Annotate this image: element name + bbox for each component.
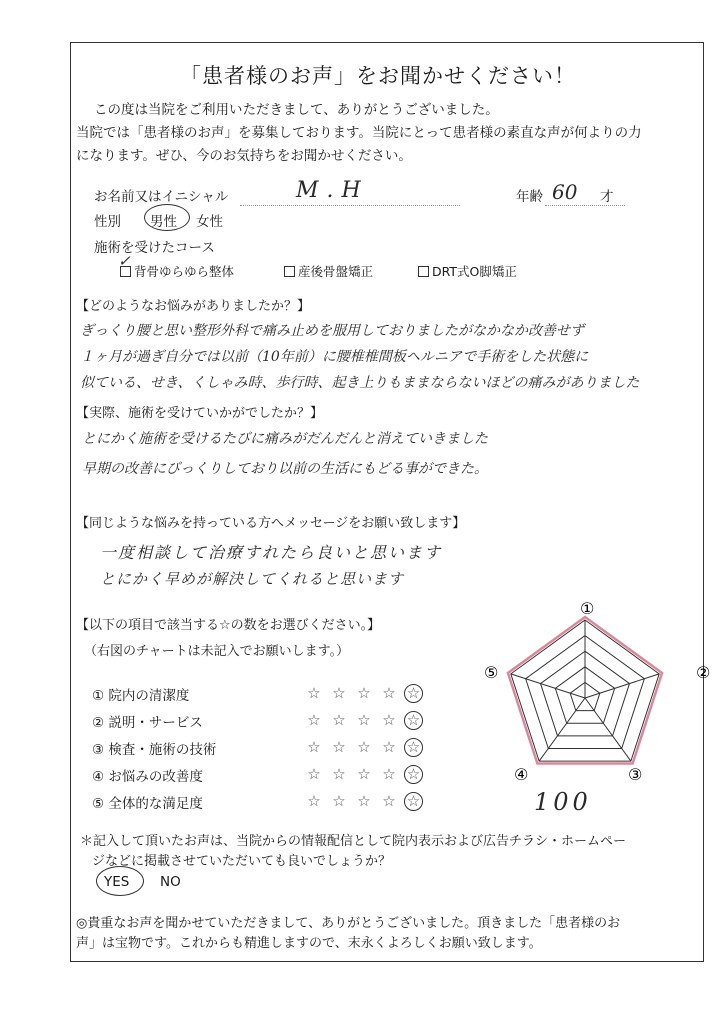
rating-stars-1[interactable] [304,683,454,701]
star-icon[interactable]: ☆ [332,711,346,729]
name-value[interactable]: M.H [296,178,369,203]
star-icon[interactable]: ☆ [332,792,346,810]
radar-spoke [585,698,631,761]
intro-line-3: になります。ぜひ、今のお気持ちをお聞かせください。 [76,148,412,164]
star-icon[interactable]: ☆ [307,684,321,702]
form-frame [70,42,704,962]
consent-line-2: ジなどに掲載させていただいても良いでしょうか？ [92,854,392,869]
course-checkbox-2[interactable] [284,266,295,277]
star-icon[interactable]: ☆ [307,792,321,810]
radar-label-2: ② [696,663,710,682]
q2-heading: 【実際、施術を受けていかがでしたか？】 [76,406,324,421]
radar-spoke [511,674,585,698]
star-icon[interactable]: ☆ [404,765,423,784]
rating-stars-3[interactable] [304,737,454,755]
name-underline [240,205,460,206]
star-icon[interactable]: ☆ [382,792,396,810]
rating-item-4-label: ④ お悩みの改善度 [92,769,203,785]
total-score[interactable]: 100 [534,788,592,816]
q1-heading: 【どのようなお悩みがありましたか？】 [76,299,311,314]
q3-heading: 【同じような悩みを持っている方へメッセージをお願い致します】 [76,516,466,531]
q3-answer-line-1[interactable]: 一度相談して治療すれたら良いと思います [100,543,443,562]
closing-line-1: ◎貴重なお声を聞かせていただきまして、ありがとうございました。頂きました「患者様のお [76,916,621,931]
gender-label [94,210,121,230]
q2-answer-line-1[interactable]: とにかく施術を受けるたびに痛みがだんだんと消えていきました [82,431,488,447]
star-icon[interactable]: ☆ [357,711,371,729]
course-checkbox-3[interactable] [418,266,429,277]
form-title: 「患者様のお声」をお聞かせください！ [180,64,576,88]
q3-answer-line-2[interactable]: とにかく早めが解決してくれると思います [100,570,405,588]
rating-stars-5[interactable] [304,791,454,809]
course-label: 施術を受けたコース [94,240,215,256]
age-label: 年齢 [516,189,543,205]
star-icon[interactable]: ☆ [382,738,396,756]
radar-spoke [585,674,659,698]
rating-stars-2[interactable] [304,710,454,728]
q1-answer-line-2[interactable]: １ヶ月が過ぎ自分では以前（10年前）に腰椎椎間板ヘルニアで手術をした状態に [80,349,589,365]
q2-answer-line-2[interactable]: 早期の改善にびっくりしており以前の生活にもどる事ができた。 [82,461,488,477]
gender-male-circle [144,204,190,231]
radar-chart [470,596,710,786]
rating-heading: 【以下の項目で該当する☆の数をお選びください。】 [76,618,381,633]
star-icon[interactable]: ☆ [382,684,396,702]
course-option-label-2: 産後骨盤矯正 [298,264,374,279]
star-icon[interactable]: ☆ [404,792,423,811]
star-icon[interactable]: ☆ [332,738,346,756]
rating-item-2-label: ② 説明・サービス [92,715,203,731]
course-option-3[interactable] [418,262,517,280]
star-icon[interactable]: ☆ [307,765,321,783]
star-icon[interactable]: ☆ [404,738,423,757]
radar-label-5: ⑤ [484,663,499,682]
gender-label-text: 性別 [94,214,121,230]
star-icon[interactable]: ☆ [307,738,321,756]
star-icon[interactable]: ☆ [382,711,396,729]
star-icon[interactable]: ☆ [332,684,346,702]
consent-yes[interactable]: YES [104,874,130,890]
intro-line-1: この度は当院をご利用いただきまして、ありがとうございました。 [94,102,499,118]
age-unit: 才 [600,189,614,205]
course-option-2[interactable] [284,262,373,280]
course-check-mark: ✓ [118,252,131,270]
consent-no[interactable]: NO [160,874,181,890]
intro-line-2: 当院では「患者様のお声」を募集しております。当院にとって患者様の素直な声が何よりの力 [76,125,642,141]
course-option-label-1: 背骨ゆらゆら整体 [134,264,235,279]
rating-item-1-label: ① 院内の清潔度 [92,688,190,704]
rating-item-5-label: ⑤ 全体的な満足度 [92,796,203,812]
q1-answer-line-3[interactable]: 似ている、せき、くしゃみ時、歩行時、起き上りもままならないほどの痛みがありました [80,375,640,391]
star-icon[interactable]: ☆ [357,792,371,810]
course-option-1[interactable] [120,262,234,280]
closing-line-2: 声」は宝物です。これからも精進しますので、末永くよろしくお願い致します。 [76,936,542,951]
radar-label-4: ④ [514,765,529,784]
star-icon[interactable]: ☆ [357,738,371,756]
course-option-label-3: DRT式O脚矯正 [432,264,517,279]
gender-male[interactable]: 男性 [150,214,177,230]
star-icon[interactable]: ☆ [404,711,423,730]
radar-spoke [539,698,585,761]
star-icon[interactable]: ☆ [357,684,371,702]
consent-yes-circle [96,866,144,896]
star-icon[interactable]: ☆ [307,711,321,729]
consent-line-1: ＊記入して頂いたお声は、当院からの情報配信として院内表示および広告チラシ・ホームペー [80,834,627,849]
q1-answer-line-1[interactable]: ぎっくり腰と思い整形外科で痛み止めを服用しておりましたがなかなか改善せず [80,323,584,339]
radar-label-1: ① [580,599,595,618]
radar-label-3: ③ [628,765,643,784]
star-icon[interactable]: ☆ [404,684,423,703]
rating-note: （右図のチャートは未記入でお願いします。） [84,644,350,659]
star-icon[interactable]: ☆ [382,765,396,783]
radar-grid [511,620,659,761]
age-value[interactable]: 60 [552,180,578,204]
star-icon[interactable]: ☆ [332,765,346,783]
age-underline [545,205,625,206]
rating-item-3-label: ③ 検査・施術の技術 [92,742,217,758]
name-label: お名前又はイニシャル [94,189,229,205]
rating-stars-4[interactable] [304,764,454,782]
gender-female[interactable]: 女性 [196,214,223,230]
star-icon[interactable]: ☆ [357,765,371,783]
